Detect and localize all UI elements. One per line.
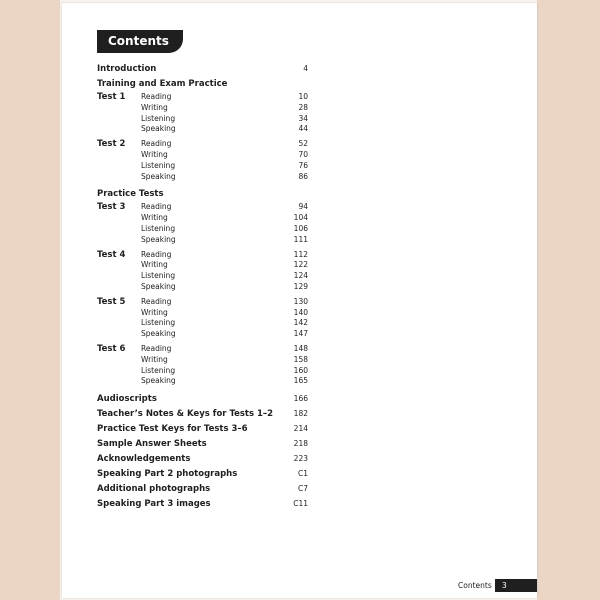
subentry-label: Speaking — [141, 281, 176, 291]
toc-entry-label: Acknowledgements — [97, 454, 191, 465]
toc-test-5 — [97, 297, 308, 340]
toc-subentry[interactable] — [141, 235, 308, 246]
subentry-page: 165 — [293, 376, 308, 386]
subentry-page: 130 — [293, 296, 308, 306]
test-items — [141, 250, 308, 293]
toc-entry-introduction[interactable] — [97, 61, 308, 76]
toc-entry-page: 214 — [293, 424, 308, 434]
subentry-label: Reading — [141, 249, 172, 259]
subentry-label: Listening — [141, 113, 176, 123]
section-heading-training: Training and Exam Practice — [97, 79, 228, 89]
subentry-label: Reading — [141, 139, 172, 149]
subentry-label: Reading — [141, 92, 172, 101]
toc-entry-practice-keys[interactable] — [97, 421, 308, 436]
toc-subentry[interactable] — [141, 282, 308, 293]
subentry-page: 142 — [293, 318, 308, 328]
test-label: Test 5 — [97, 296, 126, 307]
toc-subentry[interactable] — [141, 355, 308, 366]
left-background-frame — [0, 0, 60, 600]
subentry-label: Speaking — [141, 124, 176, 134]
subentry-page: 104 — [293, 213, 308, 223]
toc-entry-label: Audioscripts — [97, 394, 157, 405]
toc-test-6 — [97, 344, 308, 387]
subentry-page: 158 — [293, 354, 308, 364]
subentry-label: Writing — [141, 149, 168, 159]
subentry-page: 106 — [293, 223, 308, 233]
toc-subentry[interactable] — [141, 150, 308, 161]
toc-entry-label: Speaking Part 2 photographs — [97, 469, 238, 480]
toc-entry-additional-photos[interactable] — [97, 481, 308, 496]
subentry-page: 111 — [293, 234, 308, 244]
subentry-page: 129 — [293, 281, 308, 291]
test-label: Test 6 — [97, 343, 126, 354]
subentry-label: Listening — [141, 318, 176, 328]
subentry-label: Listening — [141, 365, 176, 375]
subentry-label: Writing — [141, 307, 168, 317]
toc-entry-acknowledgements[interactable] — [97, 451, 308, 466]
toc-subentry[interactable] — [141, 224, 308, 235]
subentry-page: 86 — [298, 171, 308, 181]
subentry-label: Writing — [141, 102, 168, 112]
subentry-page: 76 — [298, 160, 308, 170]
toc-entry-page: C11 — [293, 499, 308, 509]
toc-subentry[interactable] — [141, 213, 308, 224]
toc-subentry[interactable] — [141, 124, 308, 135]
toc-entry-page: 218 — [293, 439, 308, 449]
subentry-label: Writing — [141, 260, 168, 270]
subentry-label: Writing — [141, 354, 168, 364]
toc-subentry[interactable] — [141, 260, 308, 271]
subentry-label: Speaking — [141, 171, 176, 181]
toc-entry-page: 182 — [293, 409, 308, 419]
subentry-page: 34 — [298, 113, 308, 123]
toc-subentry[interactable] — [141, 308, 308, 319]
toc-subentry[interactable] — [141, 161, 308, 172]
subentry-label: Speaking — [141, 329, 176, 339]
subentry-page: 124 — [293, 271, 308, 281]
toc-entry-speaking-part2[interactable] — [97, 466, 308, 481]
subentry-page: 112 — [293, 249, 308, 259]
toc-entry-label: Practice Test Keys for Tests 3–6 — [97, 424, 248, 435]
toc-subentry[interactable] — [141, 250, 308, 261]
subentry-label: Listening — [141, 223, 176, 233]
test-items — [141, 202, 308, 245]
subentry-page: 70 — [298, 149, 308, 159]
test-label: Test 4 — [97, 249, 126, 260]
subentry-page: 44 — [298, 124, 308, 134]
toc-entry-page: 4 — [303, 64, 308, 73]
test-label: Test 1 — [97, 92, 126, 102]
toc-entry-teachers-notes[interactable] — [97, 406, 308, 421]
test-items — [141, 344, 308, 387]
toc-entry-page: C7 — [297, 484, 308, 494]
toc-subentry[interactable] — [141, 366, 308, 377]
toc-subentry[interactable] — [141, 139, 308, 150]
subentry-page: 94 — [298, 202, 308, 212]
subentry-label: Listening — [141, 271, 176, 281]
toc-subentry[interactable] — [141, 103, 308, 114]
toc-test-3 — [97, 202, 308, 245]
toc-subentry[interactable] — [141, 202, 308, 213]
subentry-page: 160 — [293, 365, 308, 375]
footer-page-number: 3 — [495, 579, 537, 592]
subentry-label: Reading — [141, 296, 172, 306]
test-label: Test 2 — [97, 139, 126, 150]
test-items — [141, 297, 308, 340]
toc-subentry[interactable] — [141, 344, 308, 355]
toc-entry-label: Teacher’s Notes & Keys for Tests 1–2 — [97, 409, 274, 420]
toc-test-1 — [97, 92, 308, 135]
toc-subentry[interactable] — [141, 172, 308, 183]
toc-entry-page: 223 — [293, 454, 308, 464]
subentry-page: 122 — [293, 260, 308, 270]
toc-entry-label: Speaking Part 3 images — [97, 499, 211, 510]
toc-subentry[interactable] — [141, 92, 308, 103]
contents-title: Contents — [97, 30, 183, 53]
toc-test-2 — [97, 139, 308, 182]
section-heading-practice: Practice Tests — [97, 189, 164, 200]
toc-entry-answer-sheets[interactable] — [97, 436, 308, 451]
footer-section-label: Contents — [458, 581, 492, 590]
toc-entry-label: Sample Answer Sheets — [97, 439, 207, 450]
test-items — [141, 139, 308, 182]
toc-test-4 — [97, 250, 308, 293]
subentry-page: 147 — [293, 329, 308, 339]
subentry-page: 148 — [293, 343, 308, 353]
toc-entry-audioscripts[interactable] — [97, 391, 308, 406]
toc-subentry[interactable] — [141, 376, 308, 387]
subentry-label: Reading — [141, 343, 172, 353]
subentry-label: Speaking — [141, 234, 176, 244]
toc-subentry[interactable] — [141, 297, 308, 308]
subentry-label: Writing — [141, 213, 168, 223]
toc-entry-label: Additional photographs — [97, 484, 211, 495]
subentry-page: 140 — [293, 307, 308, 317]
subentry-label: Reading — [141, 202, 172, 212]
toc-subentry[interactable] — [141, 271, 308, 282]
subentry-label: Listening — [141, 160, 176, 170]
toc-subentry[interactable] — [141, 318, 308, 329]
subentry-page: 52 — [298, 139, 308, 149]
test-label: Test 3 — [97, 202, 126, 213]
subentry-page: 28 — [298, 102, 308, 112]
toc-entry-speaking-part3[interactable] — [97, 496, 308, 511]
table-of-contents — [97, 61, 308, 511]
toc-subentry[interactable] — [141, 114, 308, 125]
right-background-frame — [537, 0, 600, 600]
subentry-label: Speaking — [141, 376, 176, 386]
toc-entry-label: Introduction — [97, 64, 157, 74]
toc-entry-page: 166 — [293, 394, 308, 404]
subentry-page: 10 — [298, 92, 308, 101]
toc-subentry[interactable] — [141, 329, 308, 340]
toc-entry-page: C1 — [297, 469, 308, 479]
test-items — [141, 92, 308, 135]
